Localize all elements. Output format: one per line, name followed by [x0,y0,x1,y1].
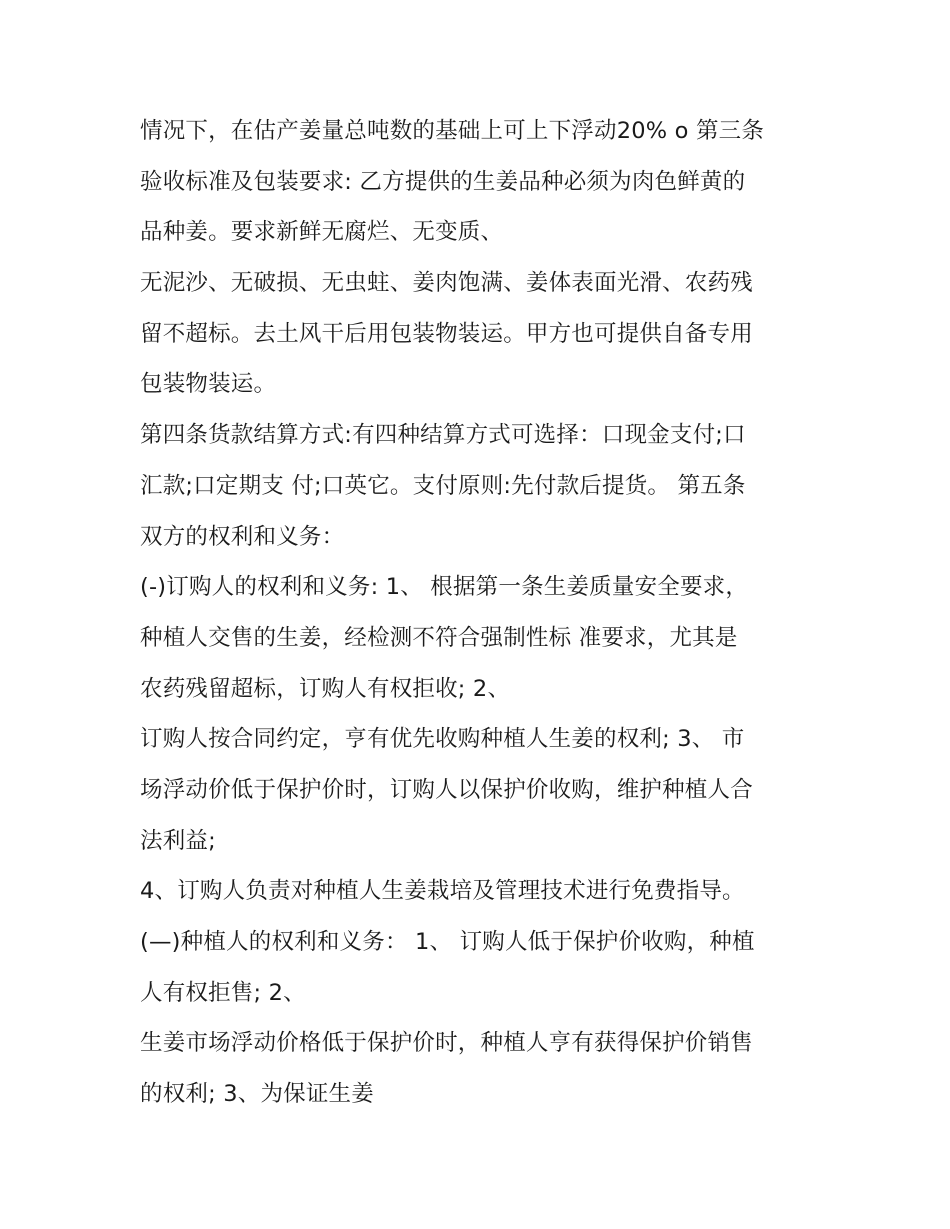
text-line: (—)种植人的权利和义务： 1、 订购人低于保护价收购，种植 [140,929,755,955]
text-line: 包装物装运。 [140,371,277,398]
text-line: 无泥沙、无破损、无虫蛀、姜肉饱满、姜体表面光滑、农药残 [140,270,753,297]
text-line: 汇款;口定期支 付;口英它。支付原则:先付款后提货。 第五条 [140,472,746,499]
text-line: 双方的权利和义务： [140,523,345,550]
text-line: 农药残留超标，订购人有权拒收; 2、 [140,675,511,702]
text-line: 留不超标。去土风干后用包装物装运。甲方也可提供自备专用 [140,320,753,347]
text-line: (-)订购人的权利和义务: 1、 根据第一条生姜质量安全要求， [140,574,749,601]
text-line: 人有权拒售; 2、 [140,979,306,1006]
text-line: 订购人按合同约定，亨有优先收购种植人生姜的权利; 3、 市 [140,726,745,753]
text-line: 情况下，在估产姜量总吨数的基础上可上下浮动20% o 第三条 [140,118,765,144]
text-line: 验收标准及包装要求: 乙方提供的生姜品种必须为肉色鲜黄的 [140,168,746,195]
text-line: 法利益; [140,827,216,854]
text-line: 品种姜。要求新鲜无腐烂、无变质、 [140,219,504,246]
text-line: 第四条货款结算方式:有四种结算方式可选择：口现金支付;口 [140,422,746,449]
text-line: 4、订购人负责对种植人生姜栽培及管理技术进行免费指导。 [140,878,745,905]
text-line: 种植人交售的生姜，经检测不符合强制性标 准要求，尤其是 [140,624,738,651]
text-line: 生姜市场浮动价格低于保护价时，种植人亨有获得保护价销售 [140,1030,753,1057]
text-line: 场浮动价低于保护价时，订购人以保护价收购，维护种植人合 [140,776,753,803]
text-line: 的权利; 3、为保证生姜 [140,1081,374,1108]
contract-text-body [140,106,830,1120]
